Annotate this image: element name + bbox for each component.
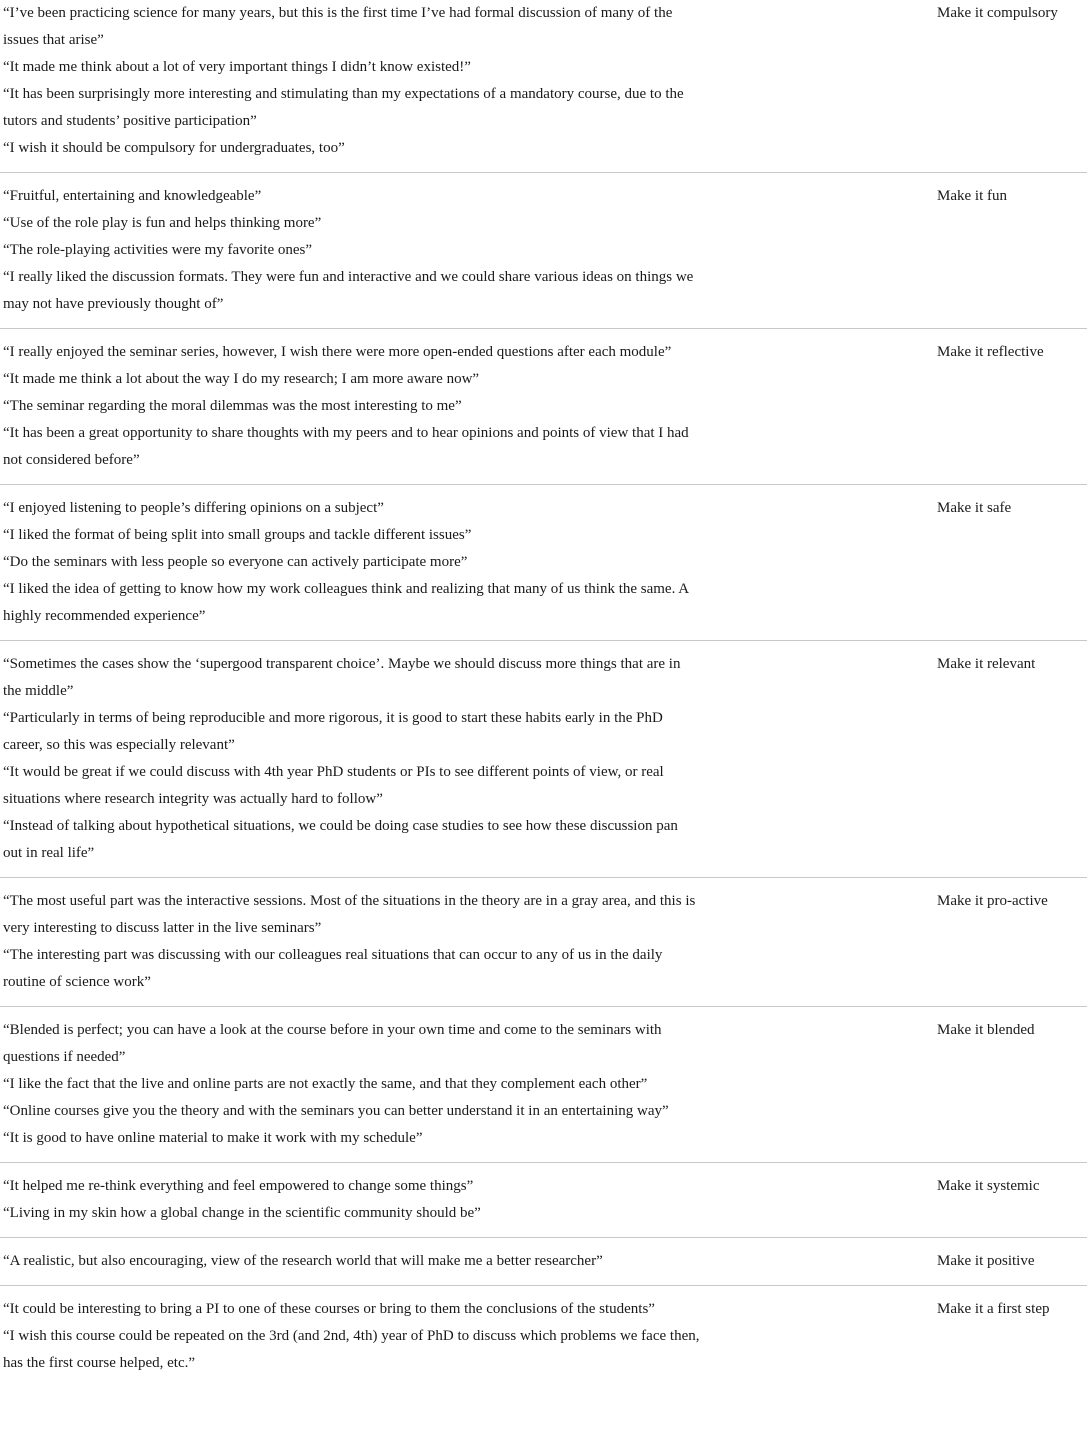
participant-quote: “I liked the idea of getting to know how my work colleagues think and realizing that many of us think the same. A highly recommended experience” [3, 581, 689, 624]
table-row [0, 1163, 1087, 1238]
quotes-cell [0, 1296, 700, 1377]
participant-quote: “The interesting part was discussing with our colleagues real situations that can occur to any of us in the daily routine of science work” [3, 947, 663, 990]
participant-quote: “Fruitful, entertaining and knowledgeable” [3, 188, 262, 204]
principle-cell: Make it safe [937, 500, 1012, 516]
principle-cell: Make it fun [937, 188, 1007, 204]
participant-quote: “The most useful part was the interactive sessions. Most of the situations in the theory are in a gray area, and this is very interesting to discuss latter in the live seminars” [3, 893, 696, 936]
table-row [0, 1007, 1087, 1163]
participant-quote: “Do the seminars with less people so everyone can actively participate more” [3, 554, 468, 570]
principle-cell: Make it compulsory [937, 5, 1058, 21]
table-row [0, 173, 1087, 329]
participant-quote: “It could be interesting to bring a PI to one of these courses or bring to them the conclusions of the students” [3, 1301, 655, 1317]
quotes-cell [0, 888, 700, 996]
participant-quote: “It made me think about a lot of very important things I didn’t know existed!” [3, 59, 471, 75]
table-row [0, 1286, 1087, 1387]
participant-quote: “It made me think a lot about the way I do my research; I am more aware now” [3, 371, 480, 387]
participant-quote: “It would be great if we could discuss with 4th year PhD students or PIs to see different points of view, or real situations where research integrity was actually hard to follow” [3, 764, 664, 807]
participant-quote: “It is good to have online material to make it work with my schedule” [3, 1130, 423, 1146]
participant-quote: “It has been a great opportunity to share thoughts with my peers and to hear opinions and points of view that I had not considered before” [3, 425, 689, 468]
participant-quote: “Particularly in terms of being reproducible and more rigorous, it is good to start these habits early in the PhD career, so this was especially relevant” [3, 710, 663, 753]
participant-quote: “Living in my skin how a global change in the scientific community should be” [3, 1205, 481, 1221]
participant-quote: “I’ve been practicing science for many years, but this is the first time I’ve had formal discussion of many of the issues that arise” [3, 5, 673, 48]
participant-quote: “I wish this course could be repeated on the 3rd (and 2nd, 4th) year of PhD to discuss which problems we face then, has the first course helped, etc.” [3, 1328, 700, 1371]
table-row [0, 1238, 1087, 1286]
participant-quote: “I enjoyed listening to people’s differing opinions on a subject” [3, 500, 384, 516]
table-row [0, 485, 1087, 641]
quotes-cell [0, 339, 700, 474]
quotes-cell [0, 0, 700, 162]
participant-quote: “I wish it should be compulsory for undergraduates, too” [3, 140, 345, 156]
participant-quote: “It helped me re-think everything and feel empowered to change some things” [3, 1178, 474, 1194]
table-row [0, 0, 1087, 173]
quotes-cell [0, 651, 700, 867]
participant-quote: “Instead of talking about hypothetical situations, we could be doing case studies to see how these discussion pan out in real life” [3, 818, 678, 861]
principle-cell: Make it relevant [937, 656, 1036, 672]
participant-quote: “Sometimes the cases show the ‘supergood transparent choice’. Maybe we should discuss more things that are in the middle” [3, 656, 681, 699]
quotes-cell [0, 183, 700, 318]
participant-quote: “I really liked the discussion formats. They were fun and interactive and we could share various ideas on things we may not have previously thought of” [3, 269, 694, 312]
participant-quote: “It has been surprisingly more interesting and stimulating than my expectations of a mandatory course, due to the tutors and students’ positive participation” [3, 86, 684, 129]
participant-quote: “The role-playing activities were my favorite ones” [3, 242, 313, 258]
principle-cell: Make it reflective [937, 344, 1044, 360]
quotes-cell [0, 1017, 700, 1152]
participant-quote: “The seminar regarding the moral dilemmas was the most interesting to me” [3, 398, 462, 414]
principle-cell: Make it blended [937, 1022, 1035, 1038]
participant-quote: “I like the fact that the live and online parts are not exactly the same, and that they complement each other” [3, 1076, 648, 1092]
table-row [0, 641, 1087, 878]
principle-cell: Make it pro-active [937, 893, 1048, 909]
participant-quote: “I really enjoyed the seminar series, however, I wish there were more open-ended questions after each module” [3, 344, 672, 360]
participant-quote: “Blended is perfect; you can have a look at the course before in your own time and come to the seminars with questions if needed” [3, 1022, 662, 1065]
quotes-cell [0, 1248, 700, 1275]
participant-quote: “I liked the format of being split into small groups and tackle different issues” [3, 527, 472, 543]
participant-quote: “A realistic, but also encouraging, view of the research world that will make me a better researcher” [3, 1253, 603, 1269]
table-row [0, 878, 1087, 1007]
principle-cell: Make it systemic [937, 1178, 1040, 1194]
table-row [0, 329, 1087, 485]
participant-quote: “Use of the role play is fun and helps thinking more” [3, 215, 322, 231]
quotes-cell [0, 1173, 700, 1227]
principle-cell: Make it positive [937, 1253, 1035, 1269]
participant-quote: “Online courses give you the theory and with the seminars you can better understand it in an entertaining way” [3, 1103, 669, 1119]
principle-cell: Make it a first step [937, 1301, 1050, 1317]
quotes-cell [0, 495, 700, 630]
